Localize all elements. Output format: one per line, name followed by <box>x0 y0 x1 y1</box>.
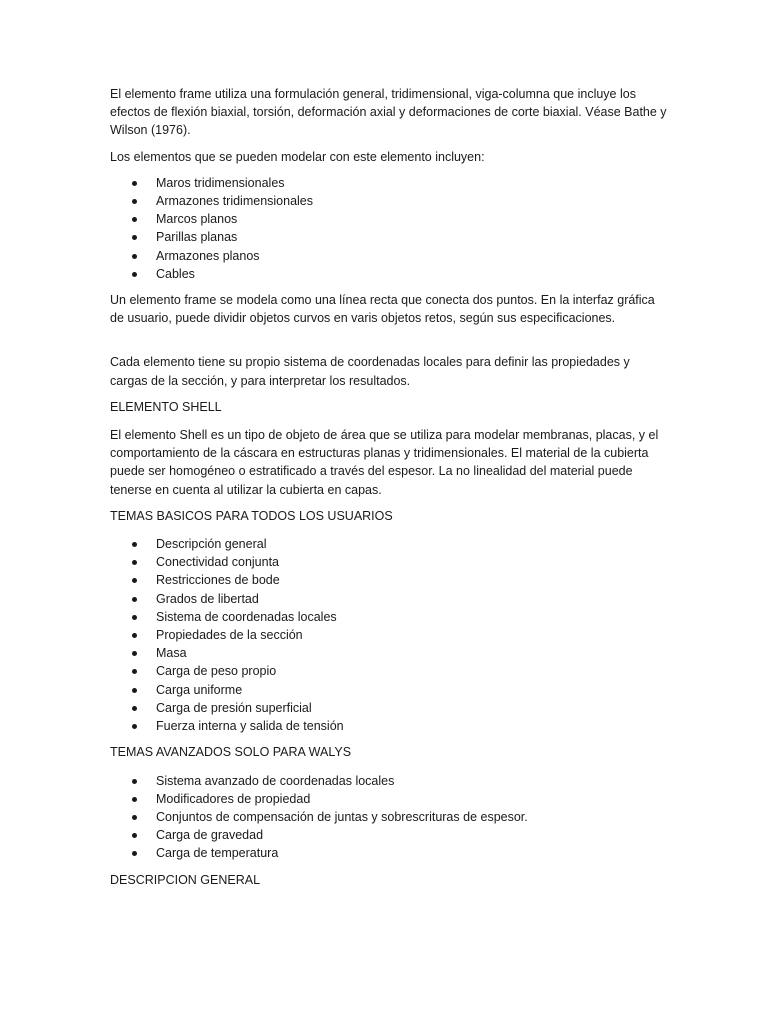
list-item: Armazones tridimensionales <box>132 192 668 210</box>
bullet-icon <box>132 851 137 856</box>
bullet-icon <box>132 669 137 674</box>
bullet-icon <box>132 651 137 656</box>
list-item: Conectividad conjunta <box>132 553 668 571</box>
list-item: Grados de libertad <box>132 590 668 608</box>
list-item: Sistema avanzado de coordenadas locales <box>132 772 668 790</box>
bullet-icon <box>132 217 137 222</box>
list-item: Fuerza interna y salida de tensión <box>132 717 668 735</box>
list-item: Carga de peso propio <box>132 662 668 680</box>
blank-line <box>110 335 668 353</box>
list-item: Armazones planos <box>132 247 668 265</box>
heading-general-description: DESCRIPCION GENERAL <box>110 872 261 887</box>
basic-topics-list <box>110 535 668 735</box>
list-item: Carga de temperatura <box>132 844 668 862</box>
list-item: Carga de gravedad <box>132 826 668 844</box>
paragraph-elements-intro: Los elementos que se pueden modelar con este elemento incluyen: <box>110 149 485 164</box>
bullet-icon <box>132 833 137 838</box>
list-item: Restricciones de bode <box>132 571 668 589</box>
frame-elements-list <box>110 174 668 283</box>
list-item: Sistema de coordenadas locales <box>132 608 668 626</box>
bullet-icon <box>132 560 137 565</box>
bullet-icon <box>132 578 137 583</box>
heading-advanced-topics: TEMAS AVANZADOS SOLO PARA WALYS <box>110 745 352 760</box>
bullet-icon <box>132 779 137 784</box>
advanced-topics-list <box>110 772 668 863</box>
list-item: Descripción general <box>132 535 668 553</box>
list-item: Carga uniforme <box>132 681 668 699</box>
bullet-icon <box>132 235 137 240</box>
list-item: Cables <box>132 265 668 283</box>
bullet-icon <box>132 633 137 638</box>
bullet-icon <box>132 181 137 186</box>
paragraph-frame-formulation: El elemento frame utiliza una formulación general, tridimensional, viga-columna que incluye los efectos de flexión biaxial, torsión, deformación axial y deformaciones de corte biaxial. Véase Bathe y Wilson (1976). <box>110 87 667 138</box>
paragraph-shell-description: El elemento Shell es un tipo de objeto de área que se utiliza para modelar membranas, placas, y el comportamiento de la cáscara en estructuras planas y tridimensionales. El material de la cubierta puede ser homogéneo o estratificado a través del espesor. La no linealidad del material puede tenerse en cuenta al utilizar la cubierta en capas. <box>110 428 659 497</box>
bullet-icon <box>132 615 137 620</box>
paragraph-local-coordinates: Cada elemento tiene su propio sistema de coordenadas locales para definir las propiedades y cargas de la sección, y para interpretar los resultados. <box>110 355 630 388</box>
bullet-icon <box>132 272 137 277</box>
bullet-icon <box>132 706 137 711</box>
list-item: Modificadores de propiedad <box>132 790 668 808</box>
list-item: Marcos planos <box>132 210 668 228</box>
heading-shell-element: ELEMENTO SHELL <box>110 399 222 414</box>
list-item: Masa <box>132 644 668 662</box>
paragraph-frame-line: Un elemento frame se modela como una línea recta que conecta dos puntos. En la interfaz gráfica de usuario, puede dividir objetos curvos en varis objetos retos, según sus especificaciones. <box>110 293 655 326</box>
bullet-icon <box>132 815 137 820</box>
bullet-icon <box>132 597 137 602</box>
bullet-icon <box>132 542 137 547</box>
list-item: Propiedades de la sección <box>132 626 668 644</box>
bullet-icon <box>132 724 137 729</box>
list-item: Parillas planas <box>132 228 668 246</box>
bullet-icon <box>132 199 137 204</box>
bullet-icon <box>132 254 137 259</box>
bullet-icon <box>132 688 137 693</box>
bullet-icon <box>132 797 137 802</box>
list-item: Maros tridimensionales <box>132 174 668 192</box>
list-item: Carga de presión superficial <box>132 699 668 717</box>
heading-basic-topics: TEMAS BASICOS PARA TODOS LOS USUARIOS <box>110 508 393 523</box>
list-item: Conjuntos de compensación de juntas y sobrescrituras de espesor. <box>132 808 668 826</box>
